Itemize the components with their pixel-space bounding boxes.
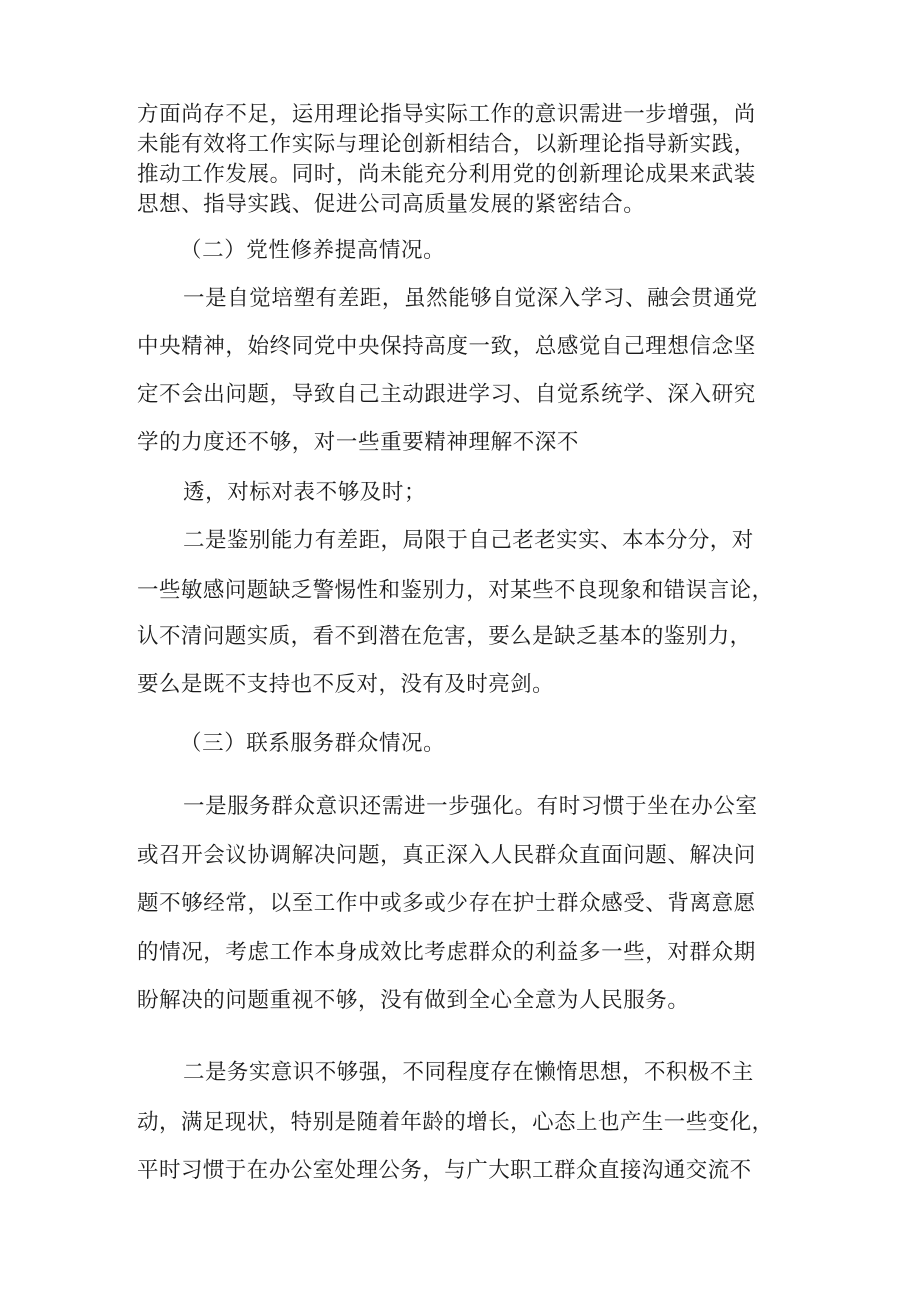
text-line: 透，对标对表不够及时； (183, 480, 427, 505)
text-line: 一是服务群众意识还需进一步强化。有时习惯于坐在办公室 (183, 794, 758, 819)
text-line: 中央精神，始终同党中央保持高度一致，总感觉自己理想信念坚 (137, 334, 756, 359)
text-line: 二是务实意识不够强，不同程度存在懒惰思想，不积极不主 (183, 1060, 754, 1085)
text-line: 思想、指导实践、促进公司高质量发展的紧密结合。 (137, 192, 646, 217)
text-line: 定不会出问题，导致自己主动跟进学习、自觉系统学、深入研究 (137, 382, 756, 407)
heading-line: （二）党性修养提高情况。 (180, 238, 446, 263)
text-line: 题不够经常，以至工作中或多或少存在护士群众感受、背离意愿 (137, 891, 756, 916)
text-line: 二是鉴别能力有差距，局限于自己老老实实、本本分分，对 (183, 528, 754, 553)
heading-line: （三）联系服务群众情况。 (180, 731, 446, 756)
text-line: 学的力度还不够，对一些重要精神理解不深不 (137, 430, 580, 455)
text-line: 盼解决的问题重视不够，没有做到全心全意为人民服务。 (137, 988, 690, 1013)
text-line: 的情况，考虑工作本身成效比考虑群众的利益多一些，对群众期 (137, 940, 756, 965)
text-line: 一些敏感问题缺乏警惕性和鉴别力，对某些不良现象和错误言论， (137, 578, 774, 603)
text-line: 方面尚存不足，运用理论指导实际工作的意识需进一步增强，尚 (137, 102, 756, 127)
text-line: 推动工作发展。同时，尚未能充分利用党的创新理论成果来武装 (137, 162, 756, 187)
text-line: 一是自觉培塑有差距，虽然能够自觉深入学习、融会贯通党 (183, 286, 758, 311)
text-line: 平时习惯于在办公室处理公务，与广大职工群众直接沟通交流不 (137, 1158, 752, 1183)
text-line: 或召开会议协调解决问题，真正深入人民群众直面问题、解决问 (137, 843, 756, 868)
text-line: 动，满足现状，特别是随着年龄的增长，心态上也产生一些变化， (137, 1110, 774, 1135)
text-line: 认不清问题实质，看不到潜在危害，要么是缺乏基本的鉴别力， (137, 624, 752, 649)
text-line: 要么是既不支持也不反对，没有及时亮剑。 (137, 672, 555, 697)
text-line: 未能有效将工作实际与理论创新相结合，以新理论指导新实践， (137, 132, 756, 157)
